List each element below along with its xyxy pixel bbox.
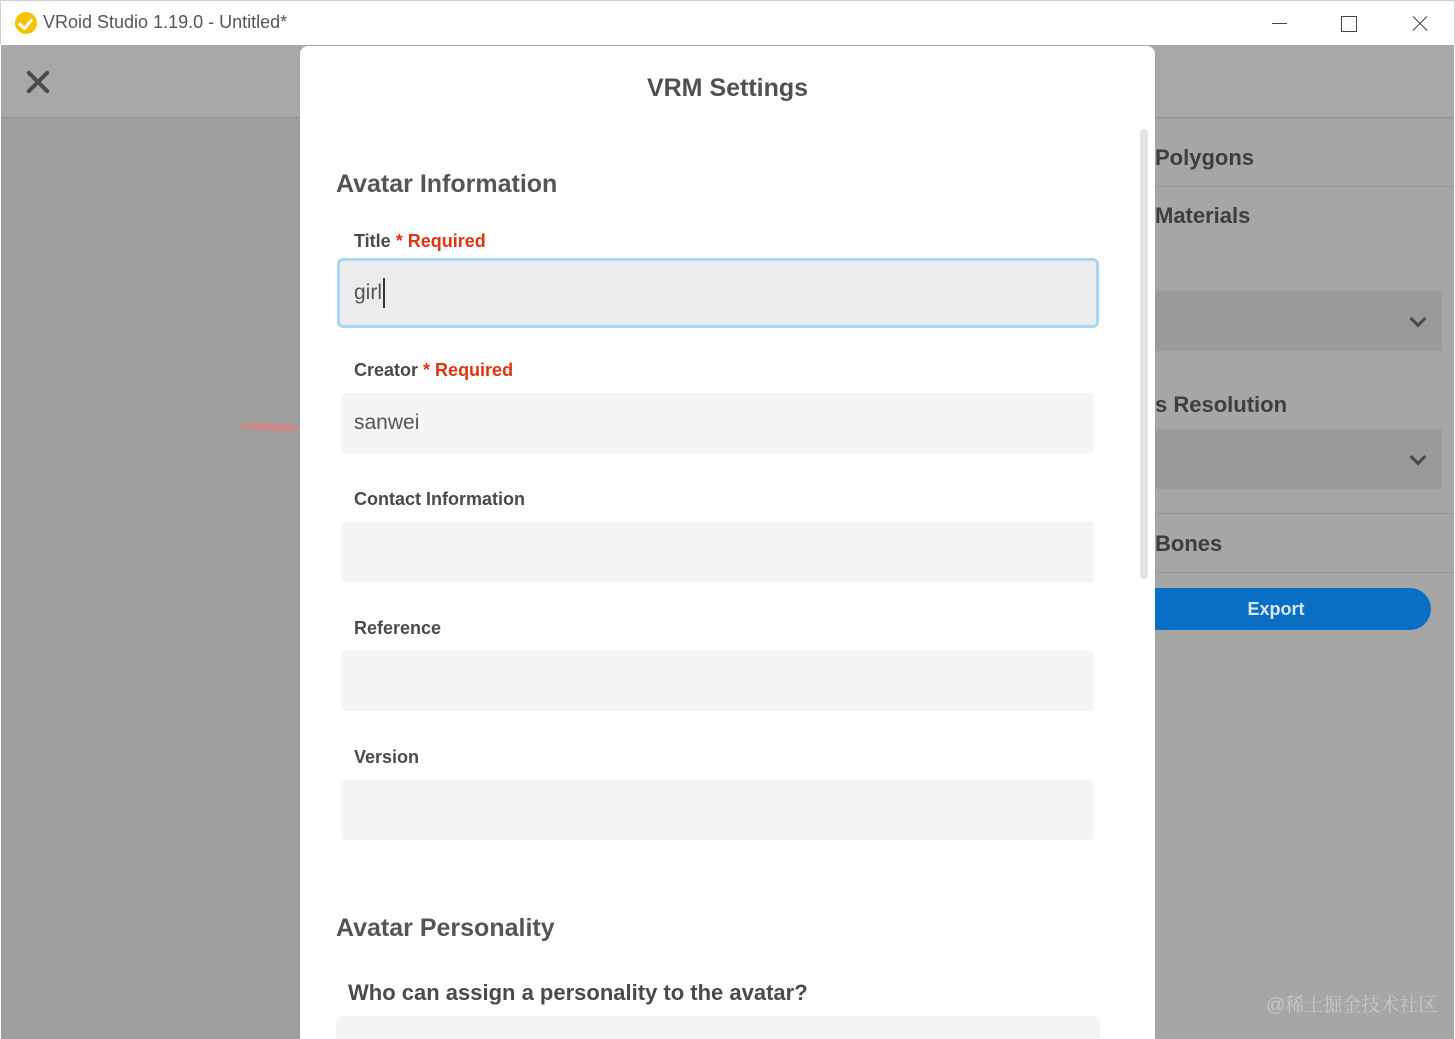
window-title: VRoid Studio 1.19.0 - Untitled* [43, 12, 288, 32]
avatar-information-heading: Avatar Information [336, 170, 558, 198]
model-preview-fragment [237, 421, 301, 432]
watermark: @稀土掘金技术社区 [1266, 995, 1438, 1016]
creator-input[interactable]: sanwei [342, 393, 1094, 453]
text-caret [383, 278, 385, 308]
title-label-text: Title [354, 231, 391, 251]
bones-row: Bones [1121, 531, 1454, 573]
avatar-personality-heading: Avatar Personality [336, 914, 555, 942]
resolution-row: s Resolution [1155, 392, 1288, 417]
window-close-button[interactable] [1384, 1, 1454, 46]
personality-select[interactable] [336, 1016, 1100, 1039]
export-button[interactable]: Export [1121, 588, 1431, 630]
title-input-value: girl [354, 281, 383, 304]
creator-label [354, 360, 513, 381]
materials-select[interactable] [1155, 291, 1442, 351]
modal-scrollbar[interactable] [1140, 129, 1148, 579]
minimize-button[interactable] [1244, 1, 1314, 46]
chevron-down-icon [1410, 449, 1427, 466]
chevron-down-icon [1410, 311, 1427, 328]
vroid-logo-icon [15, 12, 37, 34]
contact-information-label: Contact Information [354, 489, 525, 509]
polygons-row: Polygons [1121, 145, 1454, 187]
title-input[interactable] [337, 258, 1099, 328]
version-label: Version [354, 747, 420, 767]
window-titlebar [0, 0, 1455, 45]
export-side-panel [1121, 119, 1454, 1039]
reference-input[interactable] [342, 651, 1094, 711]
modal-title: VRM Settings [646, 74, 809, 102]
resolution-select[interactable] [1155, 429, 1442, 489]
maximize-button[interactable] [1313, 1, 1383, 46]
creator-label-text: Creator [354, 360, 419, 380]
personality-question: Who can assign a personality to the avatar? [348, 980, 808, 1005]
divider [1121, 513, 1454, 514]
vrm-settings-modal [300, 46, 1155, 1039]
reference-label: Reference [354, 618, 442, 638]
close-icon[interactable] [25, 69, 51, 95]
version-input[interactable] [342, 780, 1094, 840]
materials-row: Materials [1155, 203, 1251, 228]
required-indicator: * Required [395, 231, 486, 251]
title-label [354, 231, 486, 252]
required-indicator: * Required [423, 360, 514, 380]
contact-information-input[interactable] [342, 522, 1094, 582]
